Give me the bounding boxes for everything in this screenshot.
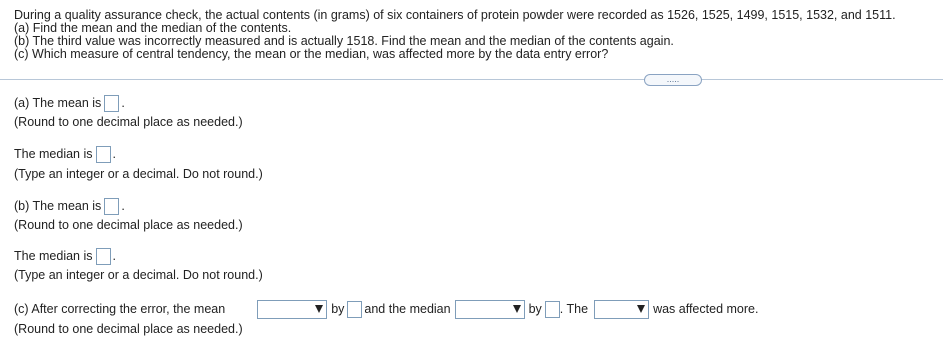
question-line-3: (b) The third value was incorrectly measured and is actually 1518. Find the mean and the median of the contents again. — [14, 34, 674, 48]
chevron-down-icon — [637, 305, 645, 313]
part-c-hint: (Round to one decimal place as needed.) — [14, 322, 243, 336]
part-c-text-2: by — [331, 302, 345, 316]
period: . — [121, 199, 125, 213]
part-c-text-1: (c) After correcting the error, the mean — [14, 302, 226, 316]
period: . — [121, 96, 125, 110]
part-b-mean-label: (b) The mean is — [14, 199, 102, 213]
part-a-median-row — [14, 145, 116, 163]
median-change-amount-input[interactable] — [545, 301, 560, 318]
part-a-median-hint: (Type an integer or a decimal. Do not round.) — [14, 167, 263, 181]
more-button[interactable]: ..... — [644, 74, 702, 86]
question-line-1: During a quality assurance check, the actual contents (in grams) of six containers of protein powder were recorded as 1526, 1525, 1499, 1515, 1532, and 1511. — [14, 8, 896, 22]
affected-measure-select[interactable] — [594, 300, 649, 319]
period: . — [112, 147, 116, 161]
chevron-down-icon — [513, 305, 521, 313]
part-c-text-3: and the median — [364, 302, 451, 316]
part-a-mean-input[interactable] — [104, 95, 119, 112]
part-b-mean-row — [14, 197, 125, 215]
part-b-median-label: The median is — [14, 249, 93, 263]
part-a-mean-label: (a) The mean is — [14, 96, 102, 110]
median-change-select[interactable] — [455, 300, 525, 319]
question-line-4: (c) Which measure of central tendency, the mean or the median, was affected more by the data entry error? — [14, 47, 609, 61]
part-a-mean-hint: (Round to one decimal place as needed.) — [14, 115, 243, 129]
mean-change-amount-input[interactable] — [347, 301, 362, 318]
part-b-median-hint: (Type an integer or a decimal. Do not round.) — [14, 268, 263, 282]
part-b-mean-hint: (Round to one decimal place as needed.) — [14, 218, 243, 232]
question-line-2: (a) Find the mean and the median of the contents. — [14, 21, 292, 35]
question-text — [14, 9, 896, 61]
part-a-median-input[interactable] — [96, 146, 111, 163]
part-b-median-input[interactable] — [96, 248, 111, 265]
period: . — [112, 249, 116, 263]
part-b-median-row — [14, 247, 116, 265]
divider — [0, 79, 943, 80]
part-a-mean-row — [14, 94, 125, 112]
part-c-text-5: . The — [559, 302, 589, 316]
part-c-row — [14, 300, 758, 318]
chevron-down-icon — [315, 305, 323, 313]
part-b-mean-input[interactable] — [104, 198, 119, 215]
part-c-text-4: by — [528, 302, 542, 316]
mean-change-select[interactable] — [257, 300, 327, 319]
part-a-median-label: The median is — [14, 147, 93, 161]
part-c-text-6: was affected more. — [653, 302, 759, 316]
